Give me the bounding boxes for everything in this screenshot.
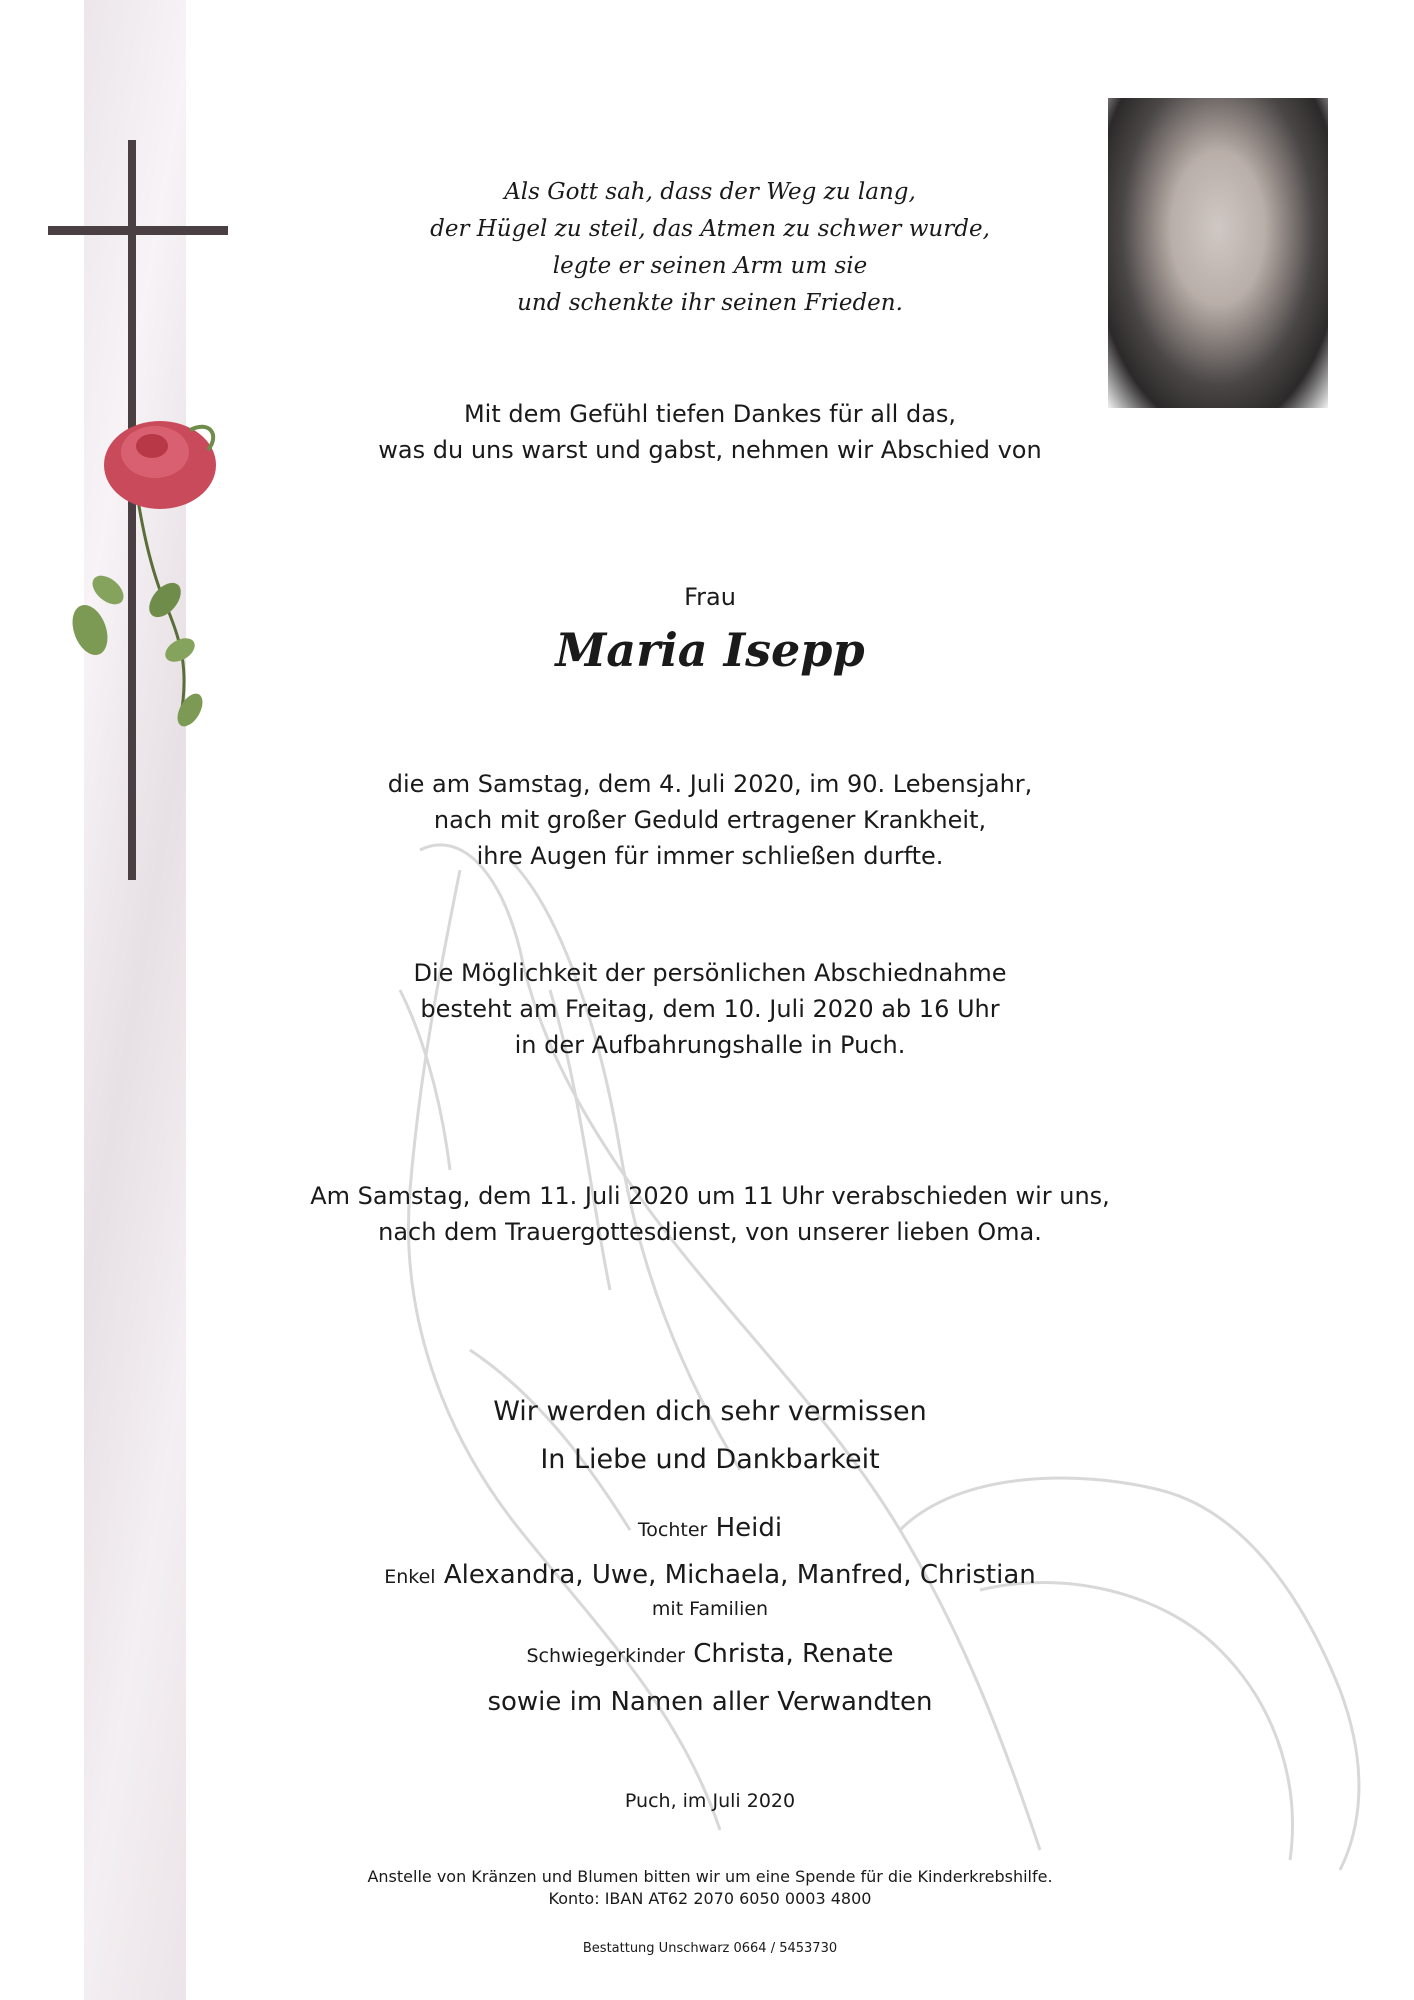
poem-line: der Hügel zu steil, das Atmen zu schwer wurde, [430, 216, 990, 242]
mourner-names: Christa, Renate [693, 1639, 894, 1669]
rose-leaf [66, 600, 114, 660]
donation-line: Anstelle von Kränzen und Blumen bitten wir um eine Spende für die Kinderkrebshilfe. [367, 1867, 1053, 1886]
portrait-photo [1108, 98, 1328, 408]
intro-line: was du uns warst und gabst, nehmen wir Abschied von [378, 436, 1042, 464]
death-notice-block [300, 766, 1120, 874]
death-notice-line: nach mit großer Geduld ertragener Krankheit, [433, 806, 987, 834]
viewing-line: in der Aufbahrungshalle in Puch. [514, 1031, 906, 1059]
rose-leaf [172, 689, 207, 730]
cross-rose-illustration [40, 130, 240, 890]
farewell-block [300, 1388, 1120, 1484]
funeral-line: nach dem Trauergottesdienst, von unserer lieben Oma. [378, 1218, 1042, 1246]
intro-block [300, 396, 1120, 468]
funeral-line: Am Samstag, dem 11. Juli 2020 um 11 Uhr verabschieden wir uns, [310, 1182, 1110, 1210]
mourner-grandchildren [260, 1557, 1160, 1593]
viewing-line: besteht am Freitag, dem 10. Juli 2020 ab 16 Uhr [420, 995, 1000, 1023]
rose-leaf [143, 577, 187, 623]
funeral-block [260, 1178, 1160, 1250]
farewell-line: In Liebe und Dankbarkeit [540, 1444, 880, 1475]
rose-center [136, 434, 168, 458]
viewing-block [300, 955, 1120, 1063]
intro-line: Mit dem Gefühl tiefen Dankes für all das, [463, 400, 957, 428]
mourner-names: Heidi [715, 1513, 783, 1543]
salutation: Frau [684, 583, 736, 611]
mourner-with-families: mit Familien [651, 1598, 769, 1620]
mourner-label: Tochter [637, 1519, 708, 1541]
rose-leaf [87, 570, 129, 610]
undertaker: Bestattung Unschwarz 0664 / 5453730 [582, 1941, 838, 1956]
poem-block [300, 174, 1120, 322]
death-notice-line: ihre Augen für immer schließen durfte. [476, 842, 944, 870]
donation-block [260, 1866, 1160, 1910]
death-notice-line: die am Samstag, dem 4. Juli 2020, im 90. Lebensjahr, [387, 770, 1033, 798]
cross-horizontal-beam [48, 226, 228, 235]
mourner-names: Alexandra, Uwe, Michaela, Manfred, Christian [443, 1560, 1036, 1590]
viewing-line: Die Möglichkeit der persönlichen Abschiednahme [413, 959, 1007, 987]
cross-vertical-beam [128, 140, 136, 880]
mourner-daughter [300, 1510, 1120, 1546]
mourner-inlaws [300, 1636, 1120, 1672]
donation-line: Konto: IBAN AT62 2070 6050 0003 4800 [548, 1889, 872, 1908]
poem-line: und schenkte ihr seinen Frieden. [517, 290, 903, 316]
mourner-relatives: sowie im Namen aller Verwandten [487, 1687, 933, 1717]
mourner-label: Enkel [384, 1566, 436, 1588]
poem-line: legte er seinen Arm um sie [552, 253, 868, 279]
place-date: Puch, im Juli 2020 [624, 1790, 796, 1812]
mourner-label: Schwiegerkinder [526, 1645, 685, 1667]
poem-line: Als Gott sah, dass der Weg zu lang, [504, 179, 916, 205]
farewell-line: Wir werden dich sehr vermissen [493, 1396, 927, 1427]
rose-leaf [161, 633, 199, 666]
deceased-name: Maria Isepp [555, 623, 865, 677]
